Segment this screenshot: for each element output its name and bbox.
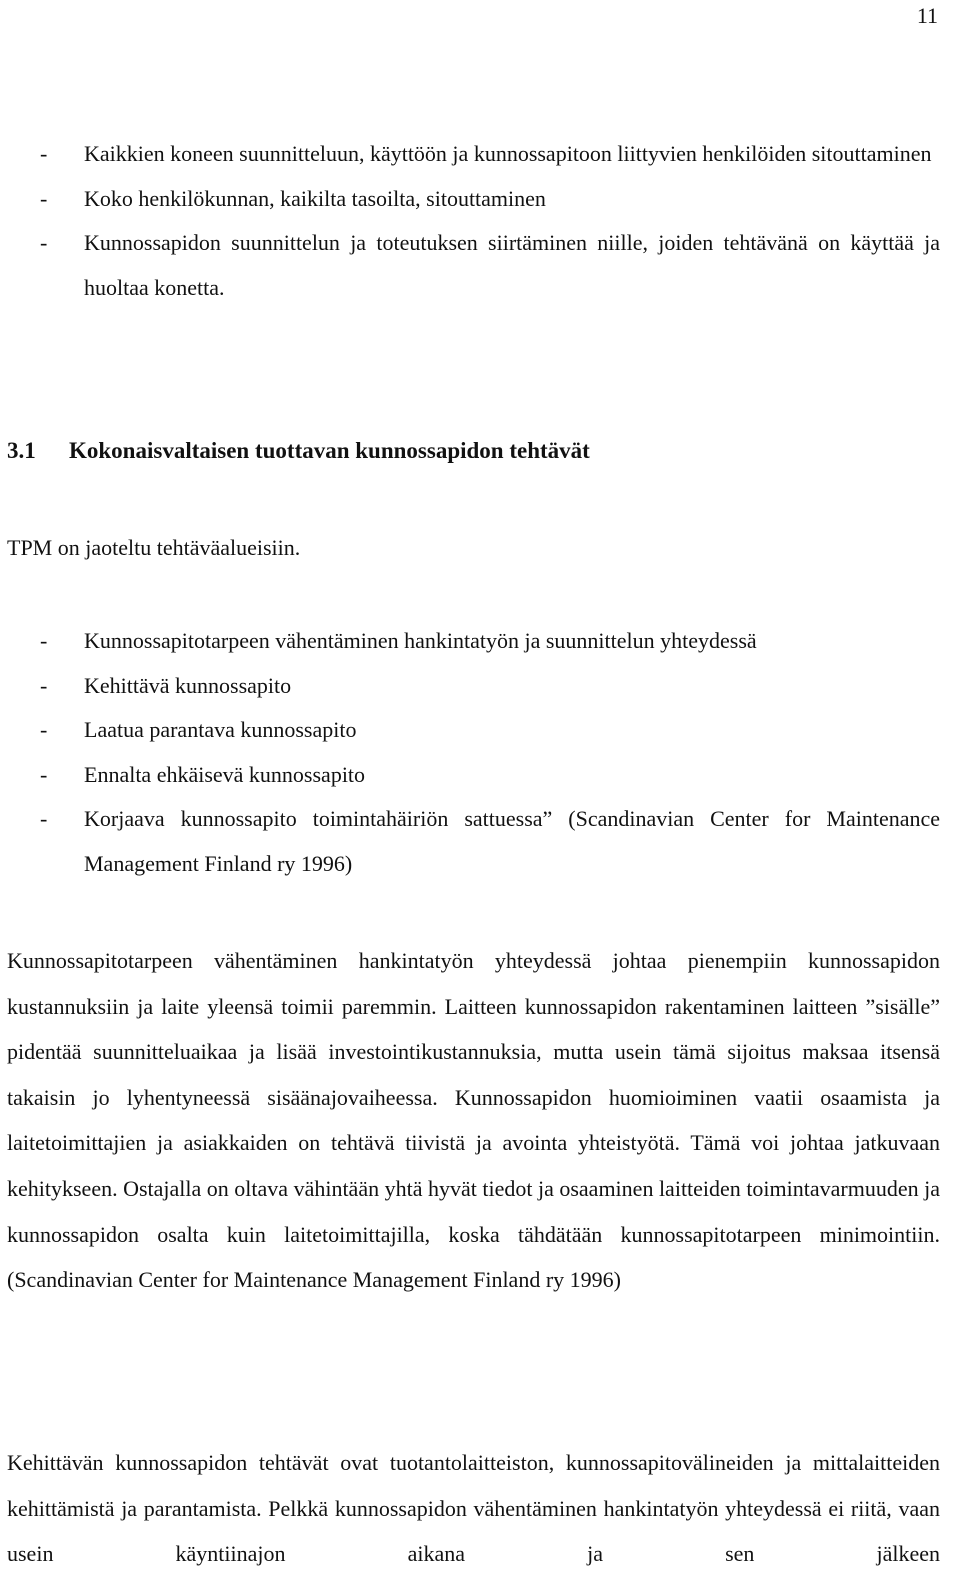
body-paragraph: Kunnossapitotarpeen vähentäminen hankintatyön yhteydessä johtaa pienempiin kunnossapidon kustannuksiin ja laite yleensä toimii paremmin. Laitteen kunnossapidon rakentaminen laitteen ”sisälle” pidentää suunnitteluaikaa ja lisää investointikustannuksia, mutta usein tämä sijoitus maksaa itsensä takaisin jo lyhentyneessä sisäänajovaiheessa. Kunnossapidon huomioiminen vaatii osaamista ja laitetoimittajien ja asiakkaiden on tehtävä tiivistä ja avointa yhteistyötä. Tämä voi johtaa jatkuvaan kehitykseen. Ostajalla on oltava vähintään yhtä hyvät tiedot ja osaaminen laitteiden toimintavarmuuden ja kunnossapidon osalta kuin laitetoimittajilla, koska tähdätään kunnossapitotarpeen minimointiin. (Scandinavian Center for Maintenance Management Finland ry 1996) [7, 948, 940, 1293]
list-item-text: Kaikkien koneen suunnitteluun, käyttöön ja kunnossapitoon liittyvien henkilöiden sitouttaminen [84, 141, 932, 166]
list-item [40, 753, 940, 798]
list-item-text: Korjaava kunnossapito toimintahäiriön sattuessa” (Scandinavian Center for Maintenance Management Finland ry 1996) [84, 806, 940, 876]
section-title: Kokonaisvaltaisen tuottavan kunnossapidon tehtävät [69, 438, 590, 463]
list-item [40, 221, 940, 310]
section-heading [7, 436, 590, 466]
list-item [40, 619, 940, 664]
list-dash: - [40, 230, 48, 255]
list-item [40, 797, 940, 886]
list-item-text: Koko henkilökunnan, kaikilta tasoilta, sitouttaminen [84, 185, 546, 211]
list-dash: - [40, 141, 48, 166]
intro-paragraph: TPM on jaoteltu tehtäväalueisiin. [7, 535, 301, 560]
list-item [40, 708, 940, 753]
list-item-text: Kunnossapitotarpeen vähentäminen hankintatyön ja suunnittelun yhteydessä [84, 628, 757, 653]
list-dash: - [40, 628, 48, 653]
responsibility-list [40, 132, 940, 310]
list-dash: - [40, 672, 48, 698]
list-item-text: Kehittävä kunnossapito [84, 672, 292, 698]
task-area-list [40, 619, 940, 886]
list-item [40, 132, 940, 177]
list-item [40, 177, 940, 222]
list-dash: - [40, 185, 48, 211]
page-number: 11 [916, 3, 938, 28]
list-item-text: Laatua parantava kunnossapito [84, 717, 357, 742]
list-item [40, 664, 940, 709]
list-dash: - [40, 717, 48, 742]
section-number: 3.1 [7, 438, 36, 463]
list-item-text: Ennalta ehkäisevä kunnossapito [84, 761, 366, 787]
list-item-text: Kunnossapidon suunnittelun ja toteutuksen siirtäminen niille, joiden tehtävänä on käyttää ja huoltaa konetta. [84, 230, 940, 300]
closing-paragraph: Kehittävän kunnossapidon tehtävät ovat tuotantolaitteiston, kunnossapitovälineiden ja mittalaitteiden kehittämistä ja parantamista. Pelkkä kunnossapidon vähentäminen hankintatyön yhteydessä ei riitä, vaan usein käyntiinajon aikana ja sen jälkeen [7, 1450, 940, 1567]
list-dash: - [40, 761, 48, 787]
list-dash: - [40, 806, 48, 831]
